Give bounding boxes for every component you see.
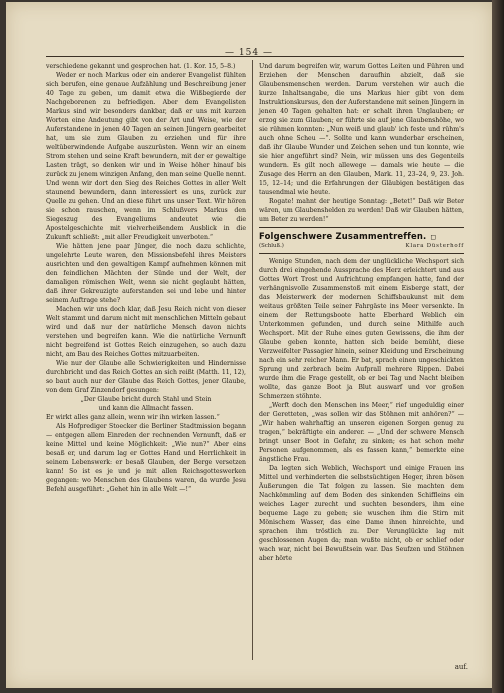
paragraph: Und darum begreifen wir, warum Gottes Leiten und Führen und Erziehen der Menschen daraufhin abzielt, daß sie Glaubensmenschen werden. Darum verstehen wir auch die kurze Inhaltsangabe, die uns Markus hier gibt von dem Instruktionskursus, den der Auferstandene mit seinen Jüngern in jenen 40 Tagen gehalten hat: er schalt ihren Unglauben; er erzog sie zum Glauben; er führte sie auf jene Glaubenshöhe, wo sie rühmen konnten: „Nun weiß und glaub' ich feste und rühm's auch ohne Scheu —“. Sollte und kann wunderbar erscheinen, daß ihr Glaube Wunder und Zeichen sehen und tun konnte, wie sie hier angeführt sind? Nein, wir müssen uns des Gegenteils wundern. Es gilt noch allewege — damals wie heute — die Zusage des Herrn an den Glauben, Mark. 11, 23–24, 9, 23. Joh. 15, 12–14; und die Erfahrungen der Gläubigen bestätigen das tausendmal wie heute. bbox=[259, 63, 464, 196]
story-title-text: Folgenschwere Zusammentreffen. bbox=[259, 231, 427, 241]
story-byline bbox=[259, 243, 464, 250]
book-page bbox=[6, 2, 492, 688]
header-rule bbox=[46, 56, 464, 57]
left-column bbox=[46, 62, 246, 494]
paragraph: Machen wir uns doch klar, daß Jesu Reich nicht von dieser Welt stammt und darum nicht mit menschlichen Mitteln gebaut wird und daß nur der natürliche Mensch davon nichts verstehen und begreifen kann. Wie die natürliche Vernunft nicht begreifend ist Gottes Reich einzugehen, so auch dazu nicht, am Bau des Reiches Gottes mitzuarbeiten. bbox=[46, 306, 246, 358]
square-ornament-icon: ◻ bbox=[430, 233, 437, 241]
page-turn-marker: auf. bbox=[454, 663, 468, 671]
section-rule bbox=[259, 227, 464, 228]
hymn-quote-line: „Der Glaube bricht durch Stahl und Stein bbox=[80, 396, 212, 403]
paragraph: Da legten sich Weblich, Wechsport und einige Frauen ins Mittel und verhinderten die selbstsüchtigen Heger, ihren bösen Äußerungen die Tat folgen zu lassen. Sie machten dem Nachkömmling auf dem Boden des sinkenden Schiffleins ein weiches Lager zurecht und suchten besonders, ihm eine bequeme Lage zu geben; sie wuschen ihm die Stirn mit Mönischem Wasser, das eine Dame ihnen hinreichte, und sprachen ihm tröstlich zu. Der Verunglückte lag mit geschlossenen Augen da; man wußte nicht, ob er schlief oder wach war, nicht bei Bewußtsein war. Das Seufzen und Stöhnen aber hörte bbox=[259, 465, 464, 562]
right-column bbox=[259, 62, 464, 563]
page-number: — 154 — bbox=[225, 48, 273, 58]
paragraph: Wenige Stunden, nach dem der unglückliche Wechsport sich durch drei eingehende Aussprache des Herz erleichtert und aus Gottes Wort Trost und Aufrichtung empfangen hatte, fand der verhängnisvolle Zusammenstoß mit einem Eisberge statt, der das Meisterwerk der modernen Schiffsbaukunst mit dem weitaus größten Teile seiner Fahrgäste ins Meer versenkte. In einem der Rettungsboote hatte Eberhard Weblich ein Unterkommen gefunden, und durch seine Mithilfe auch Wechsport. Mit der Ruhe eines guten Gewissens, die ihm der Glaube geben konnte, hatten sich beide bemüht, diese Verzweifelter Passagier hinein, seiner Kleidung und Erscheinung nach ein sehr reicher Mann. Er bat, sprach einen ungeschickten Sprung und zerbrach beim Aufprall mehrere Rippen. Dabei wurde ihm die Frage gestellt, ob er bei Tag und Nacht bleiben wollte, das ganze Boot ja Blut auswarf und vor großen Schmerzen stöhnte. bbox=[259, 258, 464, 400]
paragraph: verschiedene gekannt und gesprochen hat. (1. Kor. 15, 5–8.) bbox=[46, 63, 236, 70]
paragraph: Wie hätten jene paar Jünger, die noch dazu schlichte, ungelehrte Leute waren, den Missionsbefehl ihres Meisters ausrichten und den gewaltigen Kampf aufnehmen können mit den feindlichen Mächten der Sünde und der Welt, der damaligen römischen Welt, wenn sie nicht geglaubt hätten, daß ihrer Gekreuzigte auferstanden sei und lebe und hinter seinem Auftrage stehe? bbox=[46, 243, 246, 304]
hymn-quote-line: und kann die Allmacht fassen. bbox=[98, 405, 194, 412]
paragraph: Weder er noch Markus oder ein anderer Evangelist fühlten sich berufen, eine genaue Aufzählung und Beschreibung jener 40 Tage zu geben, um damit etwa die Wißbegierde der Nachgeborenen zu befriedigen. Aber dem Evangelisten Markus sind wir besonders dankbar, daß er uns mit kurzen Worten eine Andeutung gibt von der Art und Weise, wie der Auferstandene in jenen 40 Tagen an seinen Jüngern gearbeitet hat, um sie zum Glauben zu erziehen und für ihre weltüberwindende Aufgabe auszurüsten. Wenn wir an einem Strom stehen und seine Kraft bewundern, mit der er gewaltige Lasten trägt, so denken wir und in Weise höher hinauf bis zurück zu jenem winzigen Anfang, den man seine Quelle nennt. Und wenn wir dort den Sieg des Reiches Gottes in aller Welt staunend bewundern, dann interessiert es uns, zurück zur Quelle zu gehen. Und an diese führt uns unser Text. Wir hören sie schon rauschen, wenn im Schlußvers Markus den Siegeszug des Evangeliums andeutet wie die Apostelgeschichte mit vielverheißendem Ausblick in die Zukunft schließt: „mit aller Freudigkeit unverboten.“ bbox=[46, 72, 246, 241]
story-author: Klara Düsterhoff bbox=[405, 243, 464, 249]
section-rule bbox=[259, 253, 464, 254]
book-spine-edge bbox=[492, 0, 504, 693]
paragraph: Als Hofprediger Stoecker die Berliner Stadtmission begann — entgegen allem Einreden der rechnenden Vernunft, daß er keine Mittel und keine Möglichkeit: „Wie nun?“ Aber eins besaß er, und darum lag er Gottes Hand und Herrlichkeit in seinem Lebenswerk: er besaß Glauben, der Berge versetzen kann! So ist es je und je mit allen Reichsgotteswerken gegangen: wo Menschen des Glaubens waren, da wurde Jesu Befehl ausgeführt: „Gehet hin in alle Welt —!“ bbox=[46, 423, 246, 493]
paragraph: „Werft doch den Menschen ins Meer,“ rief ungeduldig einer der Geretteten, „was sollen wir das Stöhnen mit anhören?“ — „Wir haben wahrhaftig an unseren eigenen Sorgen genug zu tragen,“ bekräftigte ein anderer. — „Und der schwere Mensch bringt unser Boot in Gefahr, zu sinken; es hat schon mehr Personen aufgenommen, als es fassen kann,“ bemerkte eine ängstliche Frau. bbox=[259, 402, 464, 463]
paragraph: Er wirkt alles ganz allein, wenn wir ihn wirken lassen.“ bbox=[46, 414, 220, 421]
story-title bbox=[259, 232, 464, 242]
column-divider bbox=[252, 60, 253, 660]
paragraph: Wie nur der Glaube alle Schwierigkeiten und Hindernisse durchbricht und das Reich Gottes an sich reißt (Matth. 11, 12), so baut auch nur der Glaube das Reich Gottes, jener Glaube, von dem Graf Zinzendorf gesungen: bbox=[46, 360, 246, 394]
story-note: (Schluß.) bbox=[259, 243, 284, 249]
paragraph: Rogate! mahnt der heutige Sonntag: „Betet!“ Daß wir Beter wären, um Glaubenshelden zu werden! Daß wir Glauben hätten, um Beter zu werden!“ bbox=[259, 198, 464, 223]
